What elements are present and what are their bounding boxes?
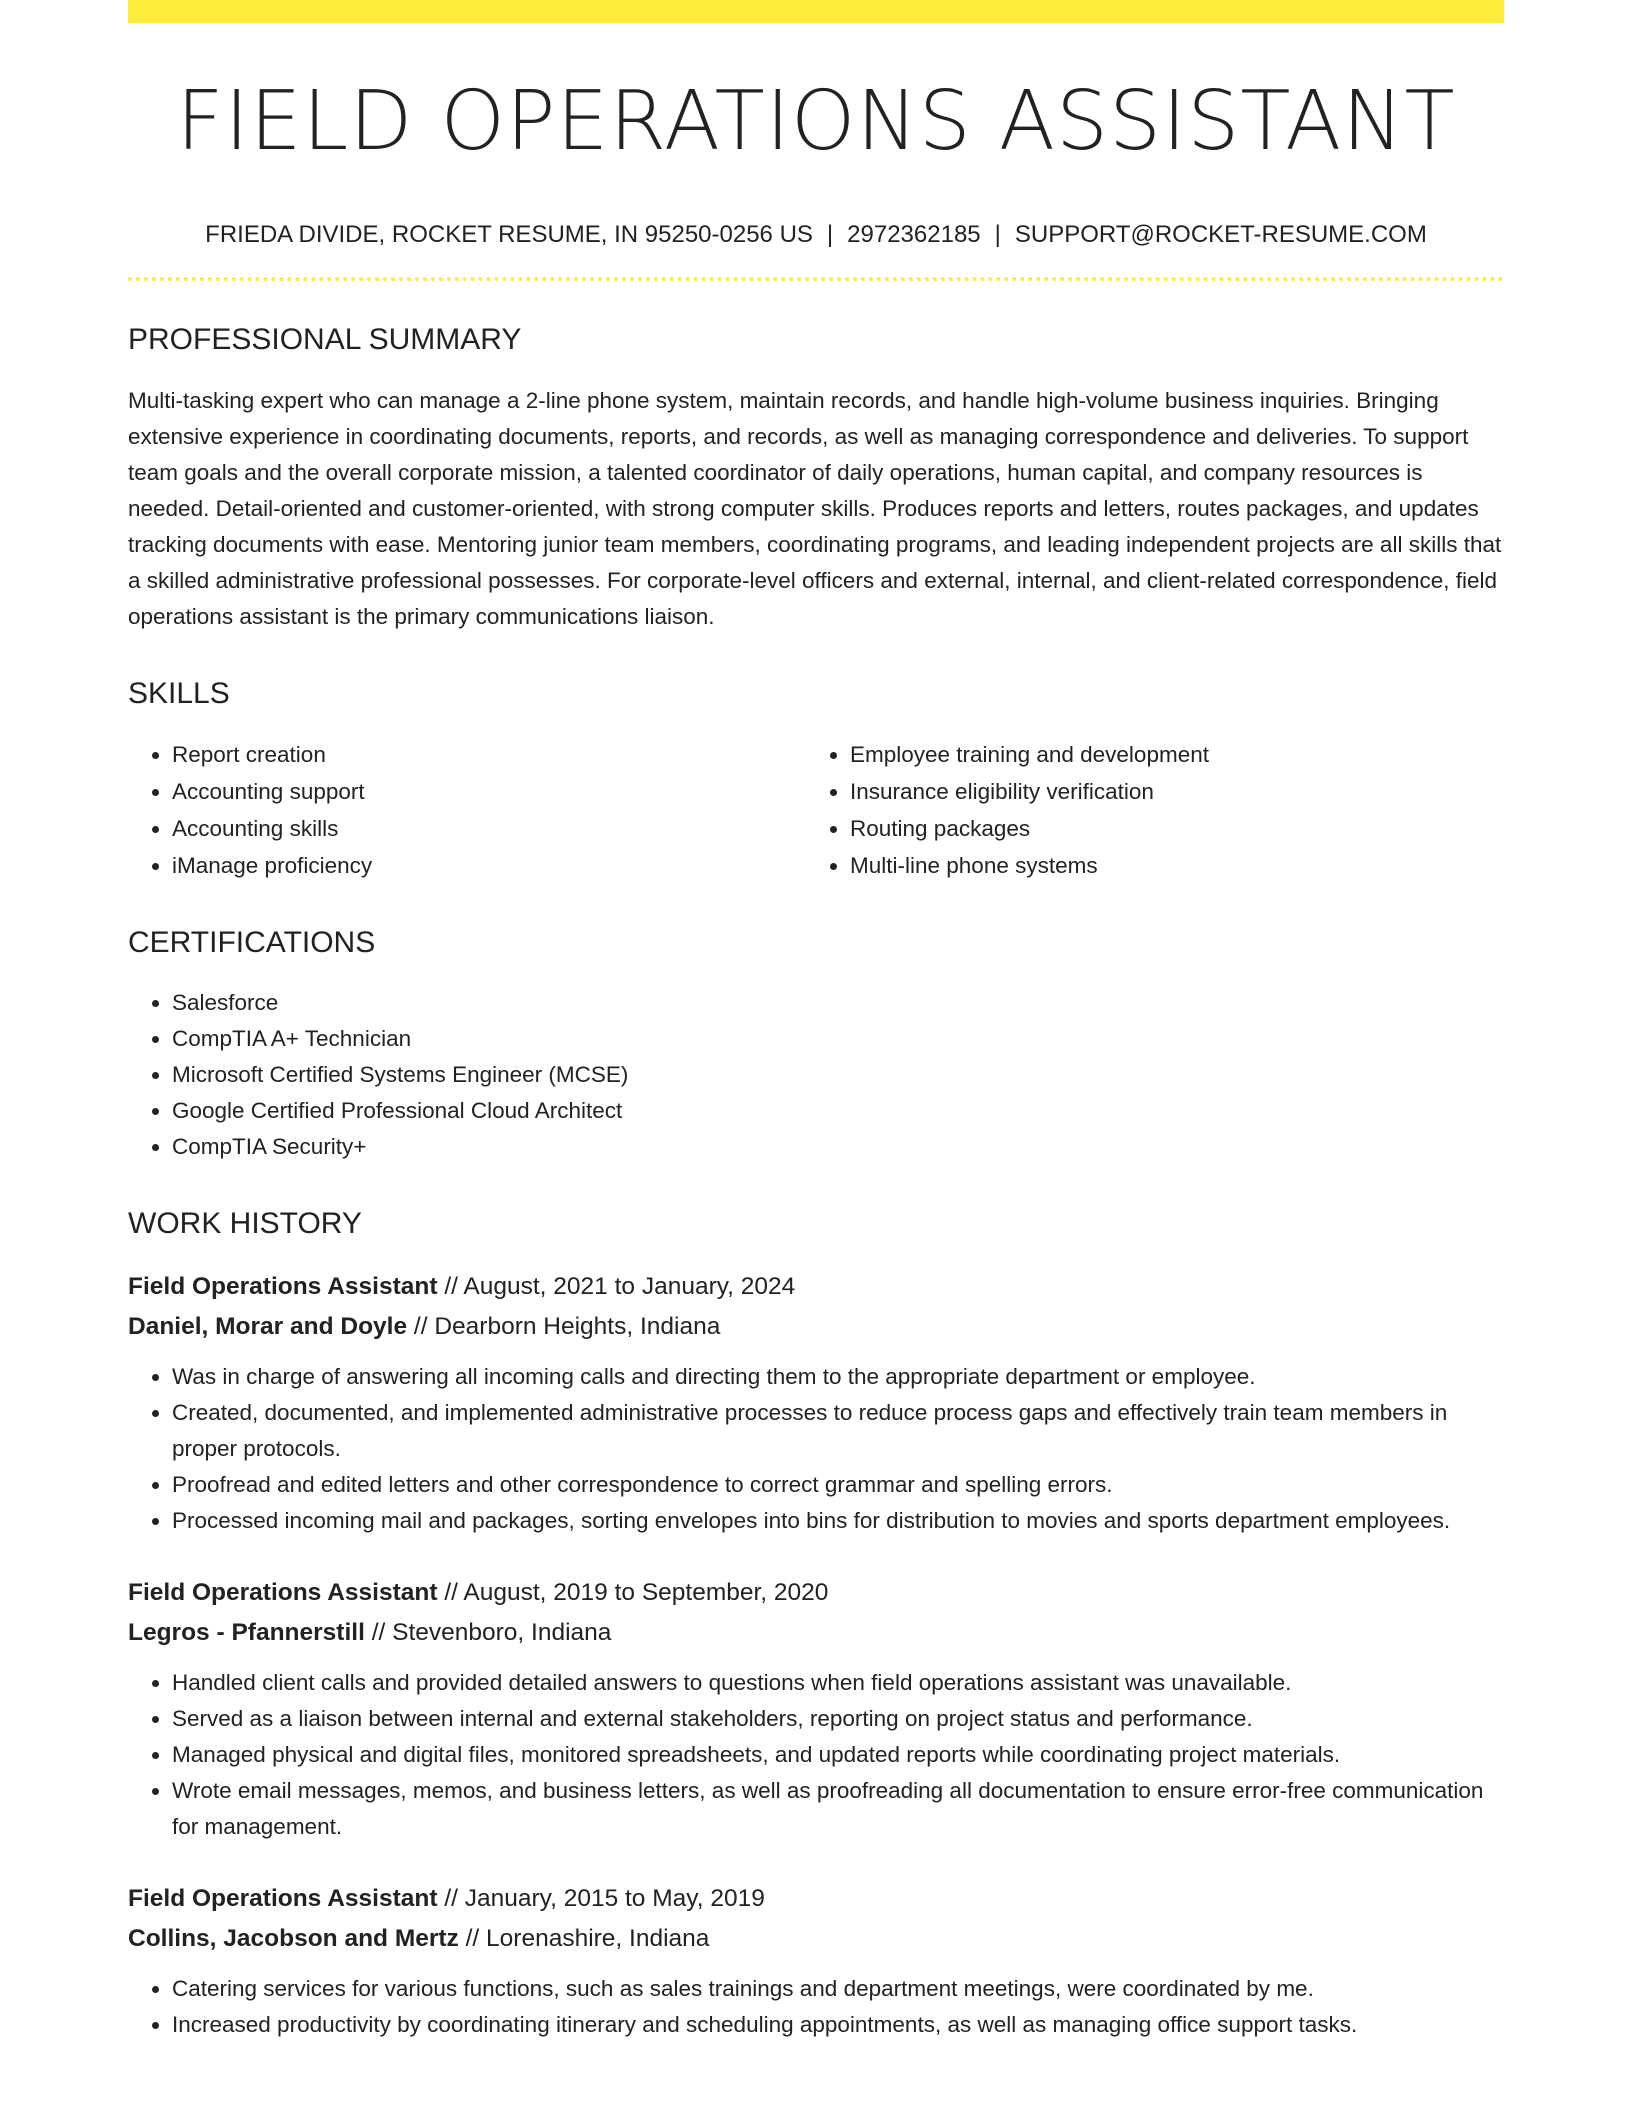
job-dates: // August, 2019 to September, 2020 [444, 1579, 829, 1606]
contact-separator: | [994, 221, 1001, 248]
job-role: Field Operations Assistant [128, 1885, 438, 1912]
contact-line [128, 223, 1504, 247]
skill-item: • iManage proficiency [172, 847, 806, 884]
contact-separator: | [826, 221, 834, 248]
job-bullet: • Managed physical and digital files, monitored spreadsheets, and updated reports while coordinating project materials. [172, 1737, 1504, 1773]
certifications-heading: CERTIFICATIONS [128, 926, 376, 959]
job-bullet: • Increased productivity by coordinating itinerary and scheduling appointments, as well as managing office support tasks. [172, 2007, 1504, 2043]
job-role: Field Operations Assistant [128, 1579, 438, 1606]
contact-email: SUPPORT@ROCKET-RESUME.COM [1014, 221, 1427, 248]
job-location: // Lorenashire, Indiana [465, 1925, 710, 1952]
skill-item: • Accounting support [172, 773, 806, 810]
contact-phone: 2972362185 [847, 221, 981, 248]
certification-item: • Salesforce [172, 985, 1504, 1021]
job-bullets [128, 1971, 1504, 2043]
skill-item: • Routing packages [850, 810, 1484, 847]
job-title-line [128, 1267, 1504, 1307]
job-dates: // August, 2021 to January, 2024 [444, 1273, 796, 1300]
job-company: Collins, Jacobson and Mertz [128, 1925, 459, 1952]
certification-item: • Microsoft Certified Systems Engineer (MCSE) [172, 1057, 1504, 1093]
job-bullets [128, 1359, 1504, 1539]
job-entry [128, 1267, 1504, 1539]
contact-address: FRIEDA DIVIDE, ROCKET RESUME, IN 95250-0256 US [205, 221, 813, 248]
job-company: Daniel, Morar and Doyle [128, 1313, 408, 1340]
job-bullet: • Proofread and edited letters and other correspondence to correct grammar and spelling errors. [172, 1467, 1504, 1503]
certification-item: • CompTIA A+ Technician [172, 1021, 1504, 1057]
skill-item: • Insurance eligibility verification [850, 773, 1484, 810]
job-bullet: • Created, documented, and implemented administrative processes to reduce process gaps and effectively train team members in proper protocols. [172, 1395, 1504, 1467]
summary-heading: PROFESSIONAL SUMMARY [128, 323, 522, 356]
skill-item: • Multi-line phone systems [850, 847, 1484, 884]
accent-top-bar [128, 0, 1504, 23]
job-location: // Dearborn Heights, Indiana [413, 1313, 721, 1340]
skills-heading: SKILLS [128, 677, 230, 710]
job-company-line [128, 1613, 1504, 1653]
job-entry [128, 1879, 1504, 2043]
job-bullet: • Handled client calls and provided detailed answers to questions when field operations assistant was unavailable. [172, 1665, 1504, 1701]
job-company-line [128, 1307, 1504, 1347]
certification-item: • CompTIA Security+ [172, 1129, 1504, 1165]
job-bullet: • Catering services for various functions, such as sales trainings and department meetings, were coordinated by me. [172, 1971, 1504, 2007]
skills-list-right [806, 736, 1484, 884]
dotted-divider [128, 277, 1504, 281]
job-bullet: • Wrote email messages, memos, and business letters, as well as proofreading all documentation to ensure error-free communication for management. [172, 1773, 1504, 1845]
skill-item: • Report creation [172, 736, 806, 773]
job-company-line [128, 1919, 1504, 1959]
job-bullet: • Served as a liaison between internal and external stakeholders, reporting on project status and performance. [172, 1701, 1504, 1737]
skills-grid [128, 736, 1504, 884]
skill-item: • Accounting skills [172, 810, 806, 847]
work-history-heading: WORK HISTORY [128, 1207, 362, 1240]
skills-list-left [128, 736, 806, 884]
job-title-line [128, 1573, 1504, 1613]
job-title-line [128, 1879, 1504, 1919]
summary-text: Multi-tasking expert who can manage a 2-line phone system, maintain records, and handle high-volume business inquiries. Bringing extensive experience in coordinating documents, reports, and records, as well as managing correspondence and deliveries. To support team goals and the overall corporate mission, a talented coordinator of daily operations, human capital, and company resources is needed. Detail-oriented and customer-oriented, with strong computer skills. Produces reports and letters, routes packages, and updates tracking documents with ease. Mentoring junior team members, coordinating programs, and leading independent projects are all skills that a skilled administrative professional possesses. For corporate-level officers and external, internal, and client-related correspondence, field operations assistant is the primary communications liaison. [128, 388, 1502, 629]
job-bullet: • Was in charge of answering all incoming calls and directing them to the appropriate department or employee. [172, 1359, 1504, 1395]
certification-item: • Google Certified Professional Cloud Architect [172, 1093, 1504, 1129]
resume-page [128, 0, 1504, 2043]
resume-title: FIELD OPERATIONS ASSISTANT [176, 74, 1456, 169]
job-role: Field Operations Assistant [128, 1273, 438, 1300]
skill-item: • Employee training and development [850, 736, 1484, 773]
job-bullets [128, 1665, 1504, 1845]
job-company: Legros - Pfannerstill [128, 1619, 365, 1646]
job-bullet: • Processed incoming mail and packages, sorting envelopes into bins for distribution to movies and sports department employees. [172, 1503, 1504, 1539]
job-entry [128, 1573, 1504, 1845]
certifications-list [128, 985, 1504, 1165]
job-dates: // January, 2015 to May, 2019 [444, 1885, 765, 1912]
job-location: // Stevenboro, Indiana [371, 1619, 612, 1646]
